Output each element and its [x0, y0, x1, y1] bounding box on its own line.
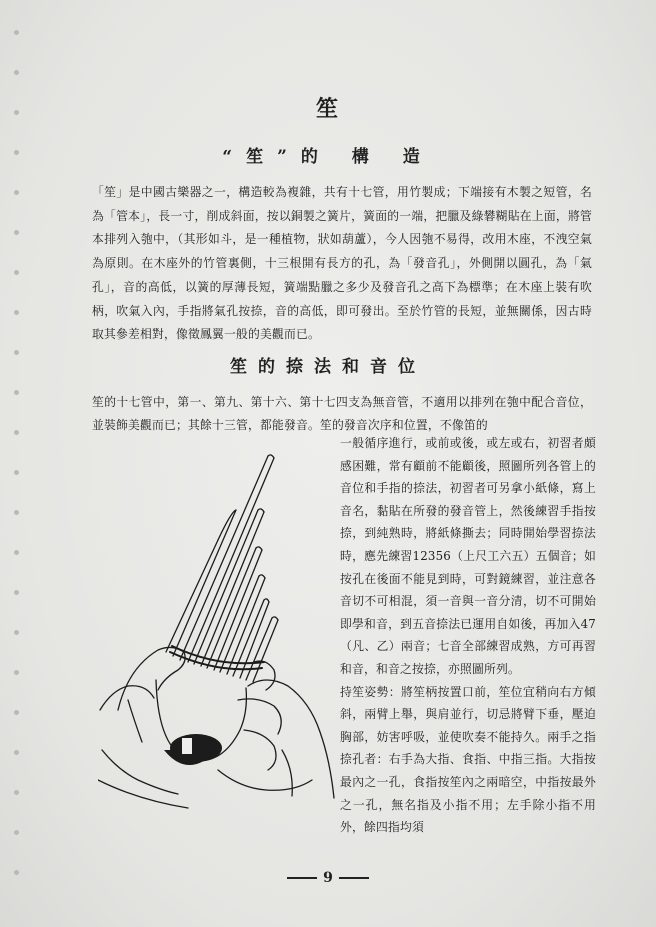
section-heading-fingering: 笙的捺法和音位 [230, 357, 426, 377]
sheng-illustration [98, 450, 338, 810]
page-number-value: 9 [323, 870, 333, 886]
paragraph-structure: 「笙」是中國古樂器之一，構造較為複雜，共有十七管，用竹製成；下端接有木製之短管，名為「管本」，長一寸，削成斜面，按以銅製之簧片，簧面的一端，把臘及綠礬糊貼在上面，將管本排列入匏中，（其形如斗，是一種植物，狀如葫蘆），今人因匏不易得，改用木座，不洩空氣為原則。在木座外的竹管裏側，十三根開有長方的孔，為「發音孔」，外側開以圓孔，為「氣孔」，音的高低，以簧的厚薄長短，簧端點臘之多少及發音孔之高下為標準；在木座上裝有吹柄，吹氣入內，手指將氣孔按捺，音的高低，即可發出。至於竹管的長短，並無關係，因古時取其參差相對，像徵鳳翼一般的美觀而已。 [92, 185, 592, 342]
section-heading-structure: “笙”的 構 造 [222, 147, 434, 167]
paragraph-fingering-column [340, 432, 596, 839]
page-number-dash-left [287, 877, 317, 879]
paragraph-fingering-body: 一般循序進行，或前或後，或左或右，初習者頗感困難，常有顧前不能顧後，照圖所列各管上的音位和手指的捺法，初習者可另拿小紙條，寫上音名，黏貼在所發的發音管上，然後練習手指按捺，到純熟時，將紙條撕去；同時開始學習捺法時，應先練習12356（上尺工六五）五個音；如按孔在後面不能見到時，可對鏡練習，並注意各音切不可相混，須一音與一音分清，切不可開始即學和音，到五音捺法已運用自如後，再加入47（凡、乙）兩音；七音全部練習成熟，方可再習和音，和音之按捺，亦照圖所列。 [340, 436, 596, 676]
page-number [0, 870, 656, 886]
page-title: 笙 [315, 96, 340, 122]
paragraph-posture: 持笙姿勢：將笙柄按置口前，笙位宜稍向右方傾斜，兩臂上舉，與肩並行，切忌將臂下垂，壓迫胸部，妨害呼吸，並使吹奏不能持久。兩手之指捺孔者：右手為大指、食指、中指三指。大指按最內之一孔，食指按笙內之兩暗空，中指按最外之一孔，無名指及小指不用；左手除小指不用外，餘四指均須 [340, 684, 596, 835]
paragraph-fingering-intro: 笙的十七管中，第一、第九、第十六、第十七四支為無音管，不適用以排列在匏中配合音位，並裝飾美觀而已；其餘十三管，都能發音。笙的發音次序和位置，不像笛的 [92, 395, 592, 432]
page-number-dash-right [339, 877, 369, 879]
